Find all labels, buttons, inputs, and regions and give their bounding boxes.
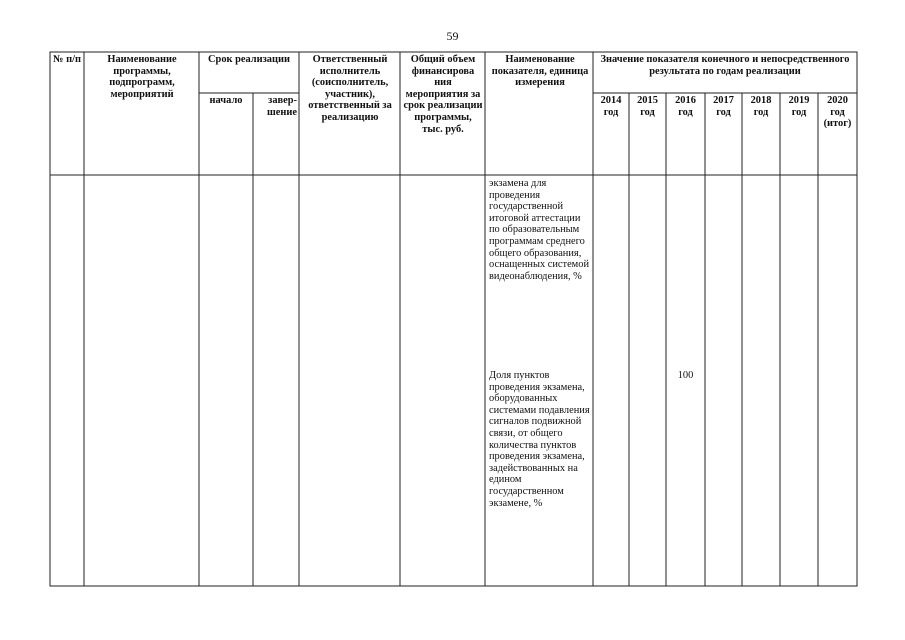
value-2016-indicator-2: 100 bbox=[677, 370, 694, 381]
year-2016: 2016 год bbox=[675, 95, 696, 118]
header-term-end: завер-шение bbox=[267, 95, 297, 118]
year-2020: 2020 год (итог) bbox=[823, 95, 852, 130]
indicator-text-2: Доля пунктов проведения экзамена, оборудованных системами подавления сигналов подвижной связи, от общего количества пунктов проведения экзамена, задействованных на едином государственном экзамене, % bbox=[489, 370, 590, 509]
year-2018: 2018 год bbox=[750, 95, 772, 118]
header-name: Наименование программы, подпрограмм, мероприятий bbox=[107, 54, 177, 100]
page-number: 59 bbox=[446, 29, 459, 43]
header-num: № п/п bbox=[53, 54, 81, 65]
header-funding: Общий объем финансирова ния мероприятия за срок реализации программы, тыс. руб. bbox=[403, 54, 483, 135]
header-term-start: начало bbox=[209, 95, 243, 106]
header-indicator: Наименование показателя, единица измерения bbox=[491, 54, 589, 89]
header-executor: Ответственный исполнитель (соисполнитель, участник), ответственный за реализацию bbox=[308, 54, 392, 123]
year-2017: 2017 год bbox=[713, 95, 734, 118]
indicator-text-1: экзамена для проведения государственной итоговой аттестации по образовательным программам среднего общего образования, оснащенных системой видеонаблюдения, % bbox=[489, 178, 590, 282]
year-2019: 2019 год bbox=[788, 95, 810, 118]
year-2015: 2015 год bbox=[637, 95, 658, 118]
year-2014: 2014 год bbox=[600, 95, 622, 118]
header-term: Срок реализации bbox=[208, 54, 290, 65]
header-values-title: Значение показателя конечного и непосредственного результата по годам реализации bbox=[600, 54, 850, 77]
